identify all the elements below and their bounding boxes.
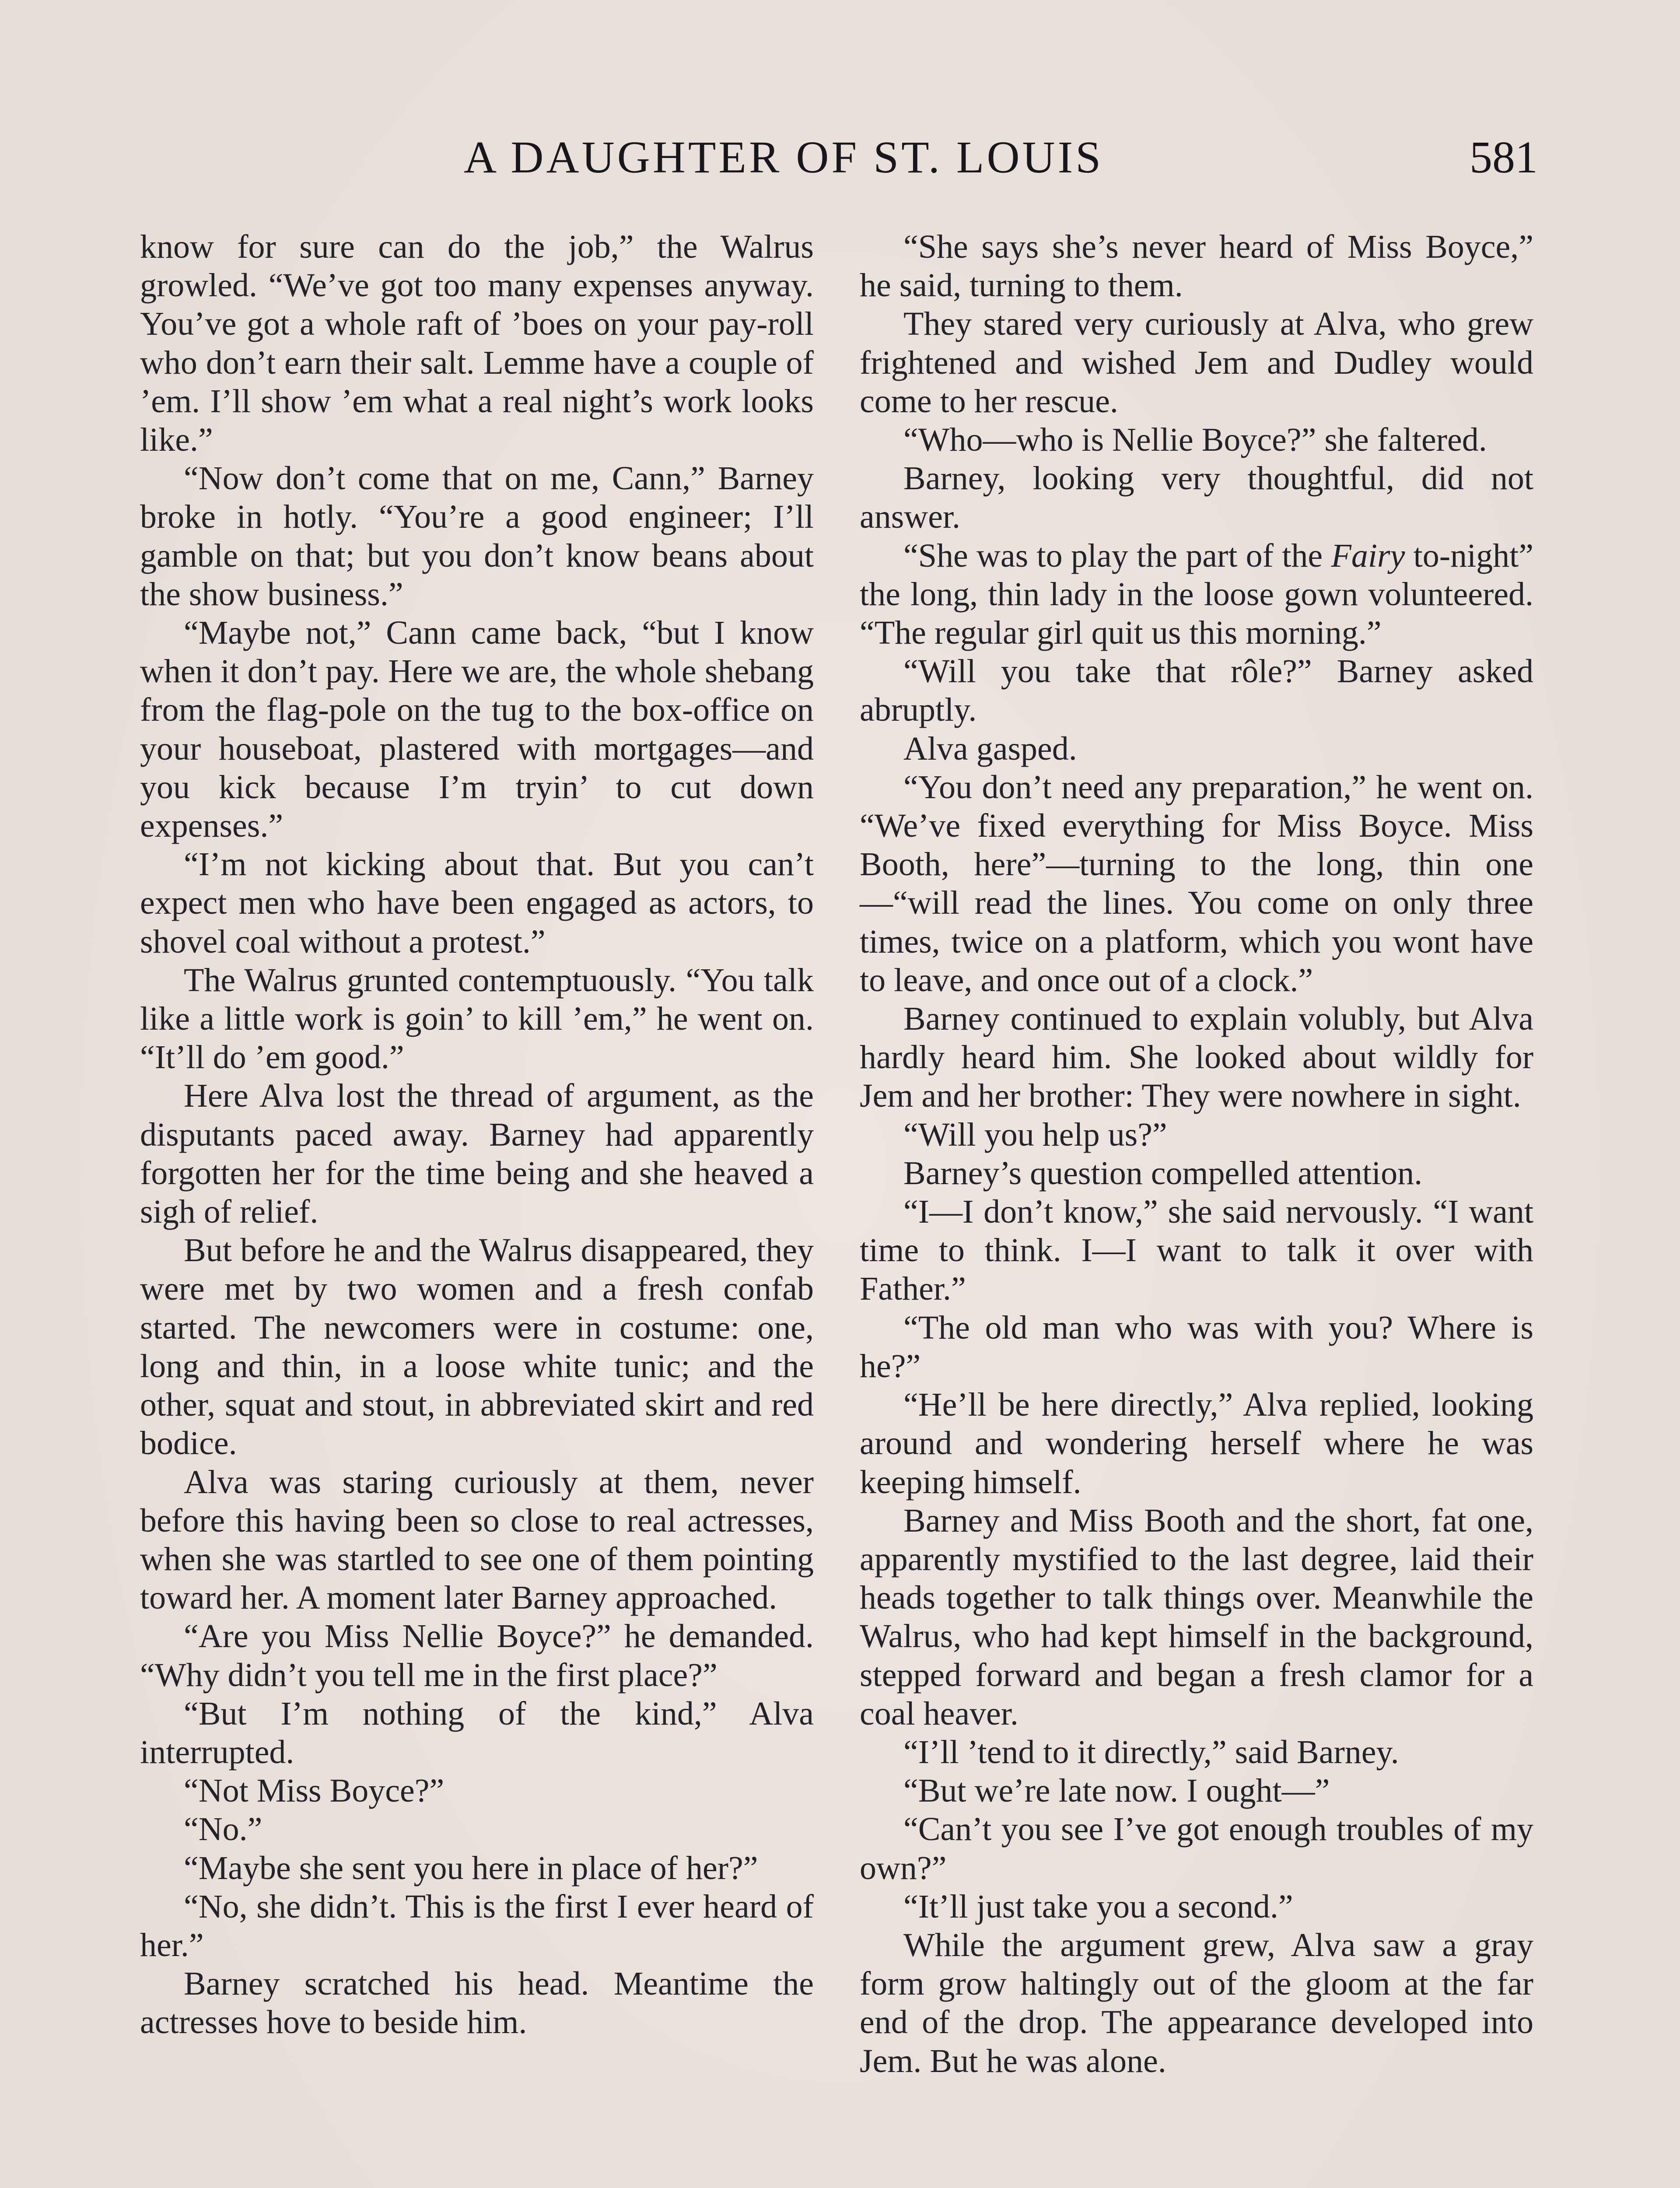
paragraph: Here Alva lost the thread of argument, as the disputants paced away. Barney had apparently forgotten her for the time being and she heaved a sigh of relief. [140, 1077, 814, 1231]
paragraph: know for sure can do the job,” the Walrus growled. “We’ve got too many expenses anyway. You’ve got a whole raft of ’boes on your pay-roll who don’t earn their salt. Lemme have a couple of ’em. I’ll show ’em what a real night’s work looks like.” [140, 228, 814, 459]
paragraph: “Maybe she sent you here in place of her?” [184, 1849, 758, 1886]
page-number: 581 [1470, 132, 1538, 182]
paragraph: While the argument grew, Alva saw a gray form grow haltingly out of the gloom at the far end of the drop. The appearance developed into Jem. But he was alone. [860, 1926, 1533, 2079]
left-text-column [140, 228, 814, 2042]
paragraph: Barney scratched his head. Meantime the actresses hove to beside him. [140, 1965, 814, 2041]
paragraph: Barney and Miss Booth and the short, fat one, apparently mystified to the last degree, laid their heads together to talk things over. Meanwhile the Walrus, who had kept himself in the background, stepped forward and began a fresh clamor for a coal heaver. [860, 1502, 1533, 1732]
paragraph: Alva was staring curiously at them, never before this having been so close to real actresses, when she was startled to see one of them pointing toward her. A moment later Barney approached. [140, 1463, 814, 1616]
paragraph-fairy-before: “She was to play the part of the [903, 537, 1331, 574]
paragraph: “I’m not kicking about that. But you can’t expect men who have been engaged as actors, to shovel coal without a protest.” [140, 846, 814, 960]
paragraph: “He’ll be here directly,” Alva replied, looking around and wondering herself where he was keeping himself. [860, 1386, 1533, 1501]
paragraph: Barney’s question compelled attention. [903, 1154, 1423, 1192]
paragraph: The Walrus grunted contemptuously. “You talk like a little work is goin’ to kill ’em,” he went on. “It’ll do ’em good.” [140, 961, 814, 1076]
paragraph: “Will you take that rôle?” Barney asked abruptly. [860, 653, 1533, 729]
running-head-title: A DAUGHTER OF ST. LOUIS [464, 132, 1104, 182]
paragraph: Barney continued to explain volubly, but Alva hardly heard him. She looked about wildly for Jem and her brother: They were nowhere in sight. [860, 1000, 1533, 1115]
paragraph: But before he and the Walrus disappeared, they were met by two women and a fresh confab started. The newcomers were in costume: one, long and thin, in a loose white tunic; and the other, squat and stout, in abbreviated skirt and red bodice. [140, 1232, 814, 1462]
paragraph: “Will you help us?” [903, 1116, 1167, 1153]
paragraph: “No.” [184, 1811, 262, 1848]
paragraph: They stared very curiously at Alva, who grew frightened and wished Jem and Dudley would come to her rescue. [860, 305, 1533, 420]
paragraph: “I—I don’t know,” she said nervously. “I want time to think. I—I want to talk it over with Father.” [860, 1193, 1533, 1308]
paragraph: “Not Miss Boyce?” [184, 1772, 444, 1809]
paragraph: “She says she’s never heard of Miss Boyce,” he said, turning to them. [860, 228, 1533, 304]
paragraph: “Can’t you see I’ve got enough troubles of my own?” [860, 1811, 1533, 1886]
paragraph: Barney, looking very thoughtful, did not answer. [860, 460, 1533, 536]
paragraph: “The old man who was with you? Where is he?” [860, 1309, 1533, 1385]
paragraph: “It’ll just take you a second.” [903, 1888, 1293, 1925]
paragraph: “Now don’t come that on me, Cann,” Barney broke in hotly. “You’re a good engineer; I’ll gamble on that; but you don’t know beans about the show business.” [140, 460, 814, 613]
paragraph: “But we’re late now. I ought—” [903, 1772, 1330, 1809]
paragraph: “Maybe not,” Cann came back, “but I know when it don’t pay. Here we are, the whole shebang from the flag-pole on the tug to the box-office on your houseboat, plastered with mortgages—and you kick because I’m tryin’ to cut down expenses.” [140, 614, 814, 845]
paragraph: “Who—who is Nellie Boyce?” she faltered. [903, 421, 1487, 459]
paragraph: “No, she didn’t. This is the first I ever heard of her.” [140, 1888, 814, 1964]
paragraph: Alva gasped. [903, 730, 1077, 767]
paragraph: “But I’m nothing of the kind,” Alva interrupted. [140, 1695, 814, 1771]
paragraph: “I’ll ’tend to it directly,” said Barney. [903, 1733, 1399, 1771]
paragraph-fairy [860, 536, 1533, 652]
fairy-italic-text: Fairy [1331, 537, 1405, 574]
right-text-column [860, 228, 1533, 2080]
paragraph: “Are you Miss Nellie Boyce?” he demanded. “Why didn’t you tell me in the first place?” [140, 1618, 814, 1694]
paragraph-fairy-after: to-night” the long, thin lady in the loose gown volunteered. “The regular girl quit us this morning.” [860, 537, 1533, 652]
paragraph: “You don’t need any preparation,” he went on. “We’ve fixed everything for Miss Boyce. Miss Booth, here”—turning to the long, thin one—“will read the lines. You come on only three times, twice on a platform, which you wont have to leave, and once out of a clock.” [860, 768, 1533, 999]
